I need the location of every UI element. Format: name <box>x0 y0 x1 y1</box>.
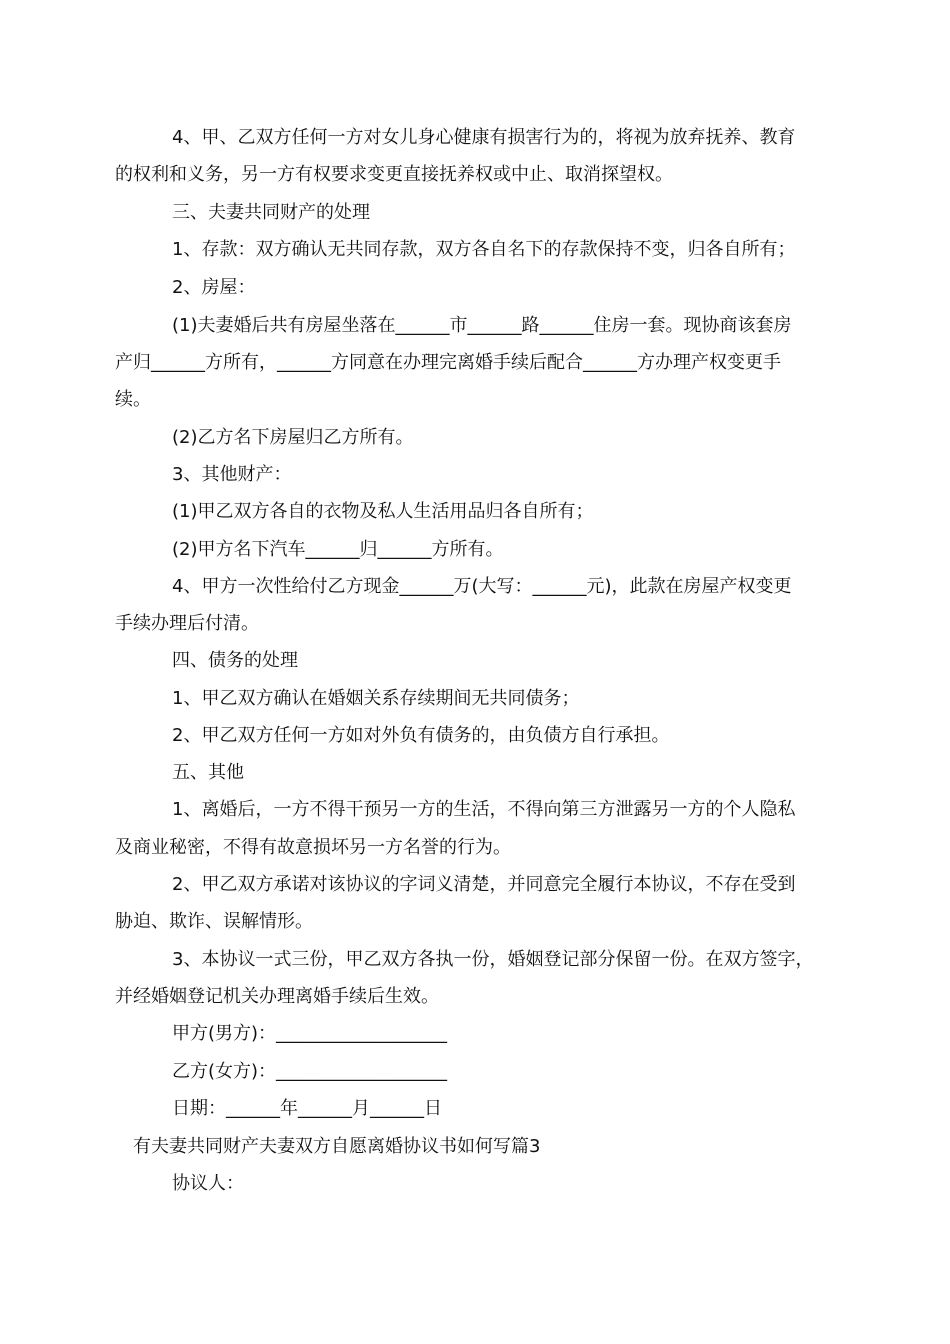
paragraph-line: 2、甲乙双方承诺对该协议的字词义清楚，并同意完全履行本协议，不存在受到 <box>172 874 796 895</box>
section-heading: 五、其他 <box>172 762 244 783</box>
section-heading: 四、债务的处理 <box>172 650 298 671</box>
paragraph-line: 的权利和义务，另一方有权要求变更直接抚养权或中止、取消探望权。 <box>115 164 673 185</box>
date-line: 日期：______年______月______日 <box>172 1098 442 1119</box>
paragraph-line: (2)甲方名下汽车______归______方所有。 <box>172 539 504 560</box>
paragraph-line: 1、存款：双方确认无共同存款，双方各自名下的存款保持不变，归各自所有； <box>172 239 796 260</box>
paragraph-line: 并经婚姻登记机关办理离婚手续后生效。 <box>115 986 439 1007</box>
paragraph-line: 胁迫、欺诈、误解情形。 <box>115 911 313 932</box>
paragraph-line: 4、甲方一次性给付乙方现金______万(大写：______元)，此款在房屋产权变更 <box>172 576 792 597</box>
document-title: 有夫妻共同财产夫妻双方自愿离婚协议书如何写篇3 <box>133 1136 541 1157</box>
paragraph-line: (1)夫妻婚后共有房屋坐落在______市______路______住房一套。现协商该套房 <box>172 315 792 336</box>
paragraph-line: 1、甲乙双方确认在婚姻关系存续期间无共同债务； <box>172 688 580 709</box>
paragraph-line: 2、甲乙双方任何一方如对外负有债务的，由负债方自行承担。 <box>172 725 670 746</box>
paragraph-line: 及商业秘密，不得有故意损坏另一方名誉的行为。 <box>115 837 511 858</box>
paragraph-line: 2、房屋： <box>172 277 256 298</box>
paragraph-line: 协议人： <box>172 1173 244 1194</box>
paragraph-line: 3、其他财产： <box>172 464 292 485</box>
paragraph-line: 3、本协议一式三份，甲乙双方各执一份，婚姻登记部分保留一份。在双方签字， <box>172 949 814 970</box>
section-heading: 三、夫妻共同财产的处理 <box>172 202 370 223</box>
paragraph-line: (2)乙方名下房屋归乙方所有。 <box>172 427 414 448</box>
paragraph-line: 手续办理后付清。 <box>115 613 259 634</box>
paragraph-line: 1、离婚后，一方不得干预另一方的生活，不得向第三方泄露另一方的个人隐私 <box>172 799 796 820</box>
paragraph-line: 4、甲、乙双方任何一方对女儿身心健康有损害行为的，将视为放弃抚养、教育 <box>172 127 796 148</box>
signature-line-party-b: 乙方(女方)：___________________ <box>172 1061 448 1082</box>
signature-line-party-a: 甲方(男方)：___________________ <box>172 1023 448 1044</box>
paragraph-line: (1)甲乙双方各自的衣物及私人生活用品归各自所有； <box>172 501 594 522</box>
paragraph-line: 续。 <box>115 389 151 410</box>
paragraph-line: 产归______方所有，______方同意在办理完离婚手续后配合______方办理产权变更手 <box>115 352 781 373</box>
